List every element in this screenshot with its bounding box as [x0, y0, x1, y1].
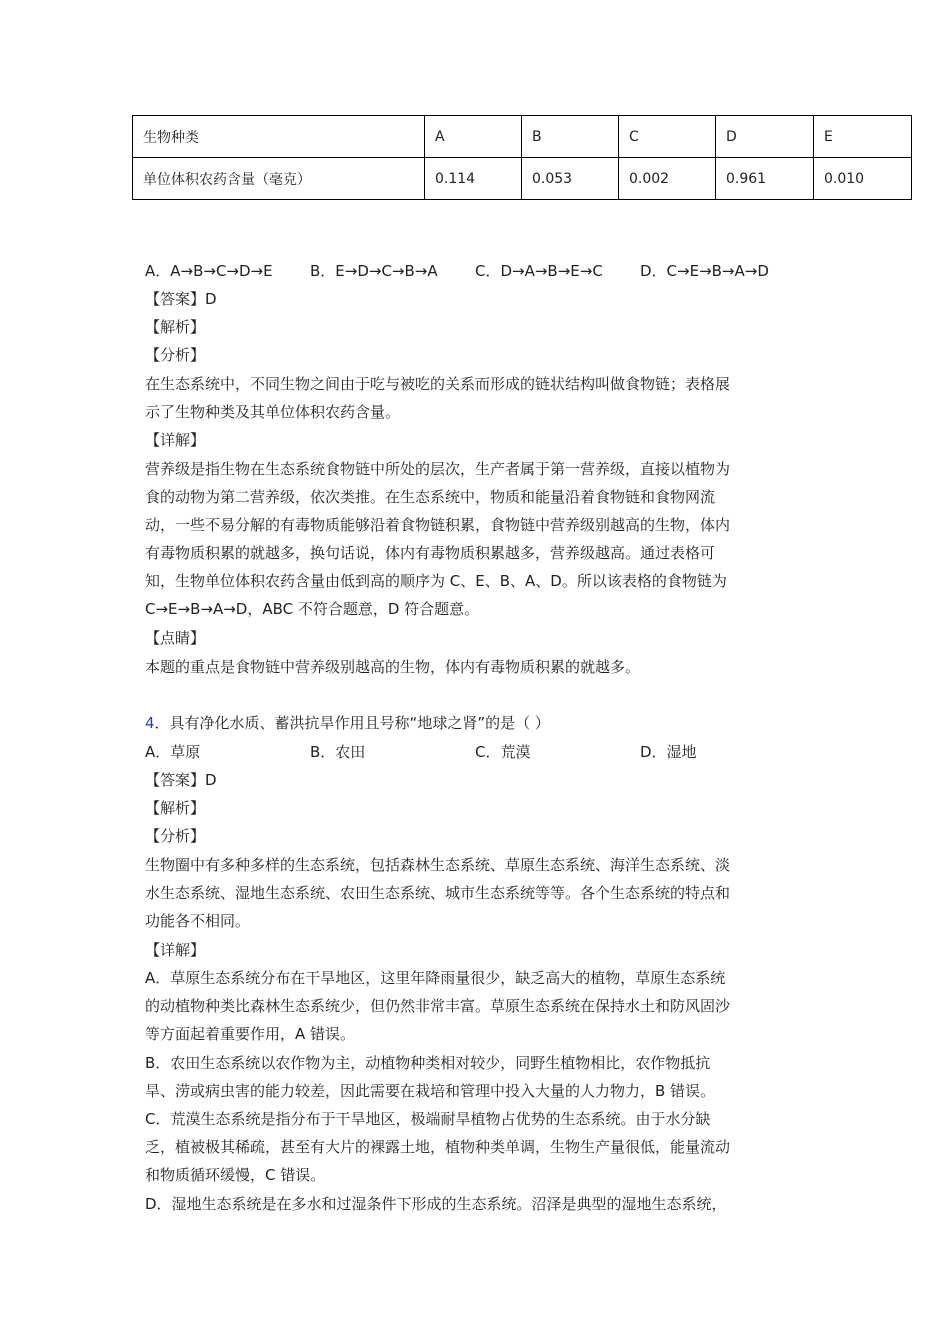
q4-fenxi-line: 功能各不相同。 — [145, 912, 251, 930]
q3-option-b: B．E→D→C→B→A — [310, 262, 438, 280]
q3-option-d: D．C→E→B→A→D — [640, 262, 769, 280]
q4-fenxi-line: 生物圈中有多种多样的生态系统，包括森林生态系统、草原生态系统、海洋生态系统、淡 — [145, 856, 731, 874]
q4-xiangjie-line: 乏，植被极其稀疏，甚至有大片的裸露土地，植物种类单调，生物生产量很低，能量流动 — [145, 1138, 731, 1156]
q4-option-c: C．荒漠 — [475, 743, 531, 761]
q3-fenxi-heading: 【分析】 — [145, 346, 206, 364]
q3-jiexi-heading: 【解析】 — [145, 318, 206, 336]
q4-xiangjie-line: D．湿地生态系统是在多水和过湿条件下形成的生态系统。沼泽是典型的湿地生态系统， — [145, 1195, 727, 1213]
q4-xiangjie-line: 旱、涝或病虫害的能力较差，因此需要在栽培和管理中投入大量的人力物力，B 错误。 — [145, 1082, 716, 1100]
q3-option-a: A．A→B→C→D→E — [145, 262, 273, 280]
pesticide-table — [132, 115, 912, 200]
table-cell: 0.010 — [814, 158, 912, 200]
q4-xiangjie-line: A．草原生态系统分布在干旱地区，这里年降雨量很少，缺乏高大的植物，草原生态系统 — [145, 969, 726, 987]
table-cell: D — [716, 116, 814, 158]
q3-xiangjie-line: 知，生物单位体积农药含量由低到高的顺序为 C、E、B、A、D。所以该表格的食物链为 — [145, 572, 727, 590]
table-cell: C — [619, 116, 716, 158]
q3-option-c: C．D→A→B→E→C — [475, 262, 603, 280]
table-cell: 生物种类 — [133, 116, 425, 158]
q4-xiangjie-line: B．农田生态系统以农作物为主，动植物种类相对较少，同野生植物相比，农作物抵抗 — [145, 1054, 711, 1072]
q3-fenxi-line: 在生态系统中，不同生物之间由于吃与被吃的关系而形成的链状结构叫做食物链；表格展 — [145, 375, 731, 393]
q3-xiangjie-line: 营养级是指生物在生态系统食物链中所处的层次，生产者属于第一营养级，直接以植物为 — [145, 460, 731, 478]
table-cell: A — [425, 116, 522, 158]
table-cell: E — [814, 116, 912, 158]
q4-fenxi-heading: 【分析】 — [145, 827, 206, 845]
q3-xiangjie-heading: 【详解】 — [145, 431, 206, 449]
q3-dianjing-heading: 【点睛】 — [145, 629, 206, 647]
q4-fenxi-line: 水生态系统、湿地生态系统、农田生态系统、城市生态系统等等。各个生态系统的特点和 — [145, 884, 731, 902]
q4-xiangjie-line: C．荒漠生态系统是指分布于干旱地区，极端耐旱植物占优势的生态系统。由于水分缺 — [145, 1110, 711, 1128]
table-cell: 0.114 — [425, 158, 522, 200]
table-row — [133, 158, 912, 200]
q3-answer: 【答案】D — [145, 290, 217, 308]
q3-fenxi-line: 示了生物种类及其单位体积农药含量。 — [145, 403, 401, 421]
question-number: 4 — [145, 714, 155, 732]
q4-option-b: B．农田 — [310, 743, 366, 761]
q3-xiangjie-line: 动，一些不易分解的有毒物质能够沿着食物链积累，食物链中营养级别越高的生物，体内 — [145, 516, 731, 534]
q3-dianjing-line: 本题的重点是食物链中营养级别越高的生物，体内有毒物质积累的就越多。 — [145, 658, 641, 676]
q4-jiexi-heading: 【解析】 — [145, 799, 206, 817]
table-cell: B — [522, 116, 619, 158]
q4-option-a: A．草原 — [145, 743, 201, 761]
table-row — [133, 116, 912, 158]
q3-xiangjie-line: C→E→B→A→D，ABC 不符合题意，D 符合题意。 — [145, 600, 480, 618]
q3-xiangjie-line: 有毒物质积累的就越多，换句话说，体内有毒物质积累越多，营养级越高。通过表格可 — [145, 544, 716, 562]
q4-xiangjie-line: 和物质循环缓慢，C 错误。 — [145, 1166, 326, 1184]
table-cell: 单位体积农药含量（毫克） — [133, 158, 425, 200]
q4-option-d: D．湿地 — [640, 743, 697, 761]
table-cell: 0.053 — [522, 158, 619, 200]
q4-stem — [145, 713, 550, 733]
q4-answer: 【答案】D — [145, 771, 217, 789]
q4-stem-text: ．具有净化水质、蓄洪抗旱作用且号称“地球之肾”的是（ ） — [154, 714, 550, 732]
q3-xiangjie-line: 食的动物为第二营养级，依次类推。在生态系统中，物质和能量沿着食物链和食物网流 — [145, 488, 716, 506]
table-cell: 0.002 — [619, 158, 716, 200]
table-cell: 0.961 — [716, 158, 814, 200]
q4-xiangjie-heading: 【详解】 — [145, 941, 206, 959]
q4-xiangjie-line: 等方面起着重要作用，A 错误。 — [145, 1025, 356, 1043]
q4-xiangjie-line: 的动植物种类比森林生态系统少，但仍然非常丰富。草原生态系统在保持水土和防风固沙 — [145, 997, 731, 1015]
